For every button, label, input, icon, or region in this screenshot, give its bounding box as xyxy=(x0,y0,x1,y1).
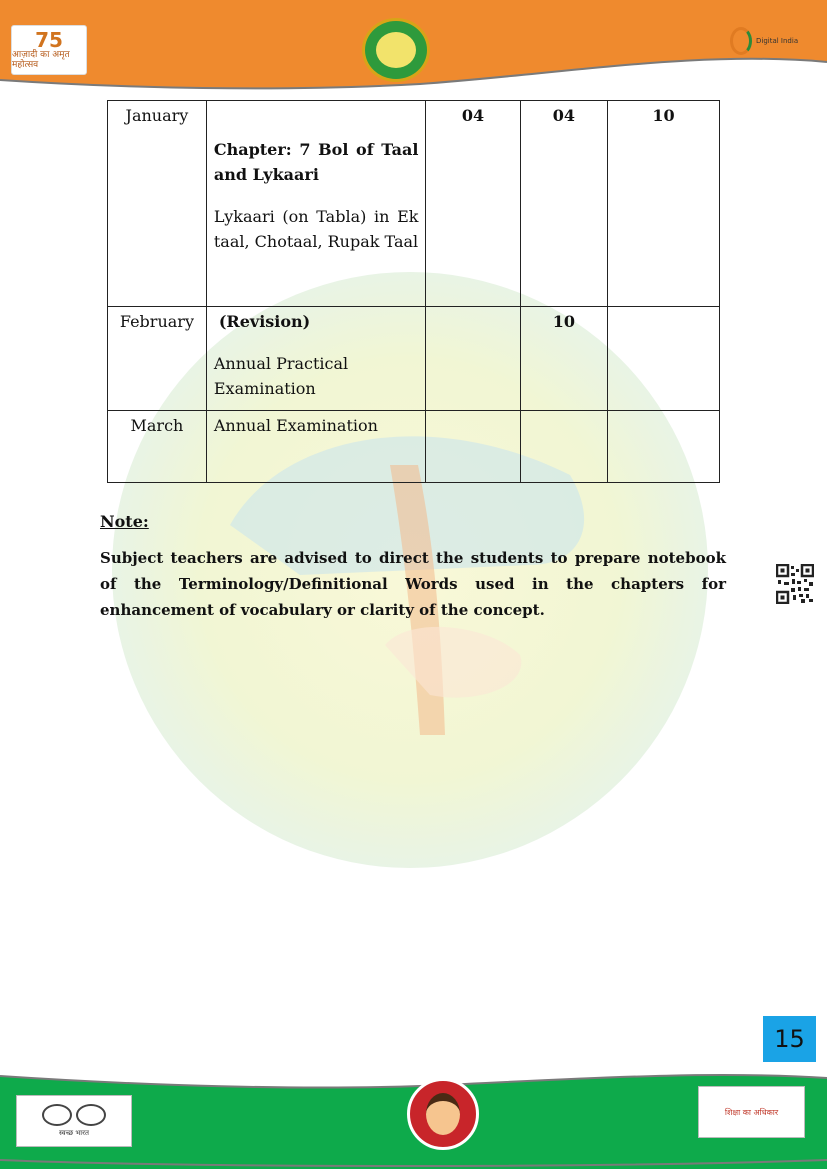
value-cell: 10 xyxy=(607,101,719,307)
value-cell xyxy=(520,411,607,483)
content-cell xyxy=(206,411,426,483)
chapter-detail: Annual Examination xyxy=(213,416,378,435)
page-footer xyxy=(0,1068,827,1169)
azadi-ka-amrit-mahotsav-logo: 75 आज़ादी का अमृत महोत्सव xyxy=(11,25,87,75)
table-row xyxy=(108,307,720,411)
table-row xyxy=(108,411,720,483)
digital-india-logo: Digital India xyxy=(730,26,802,56)
content-cell xyxy=(206,307,426,411)
girl-face-icon xyxy=(426,1093,460,1135)
page-number: 15 xyxy=(763,1016,816,1062)
qr-code-icon[interactable] xyxy=(776,564,814,604)
month-cell: March xyxy=(108,411,207,483)
value-cell xyxy=(426,307,520,411)
digital-india-icon xyxy=(730,27,752,55)
value-cell xyxy=(607,307,719,411)
value-cell: 04 xyxy=(520,101,607,307)
right-to-education-logo: शिक्षा का अधिकार xyxy=(698,1086,805,1138)
value-cell xyxy=(426,411,520,483)
table-row xyxy=(108,101,720,307)
note-text: Subject teachers are advised to direct the students to prepare notebook of the Terminology/Definitional Words used in the chapters for enhancement of vocabulary or clarity of the concept. xyxy=(100,549,726,619)
board-emblem-icon xyxy=(362,18,430,82)
chapter-detail: Lykaari (on Tabla) in Ek taal, Chotaal, Rupak Taal xyxy=(213,206,419,252)
value-cell: 10 xyxy=(520,307,607,411)
value-cell: 04 xyxy=(426,101,520,307)
chapter-detail: Annual Practical Examination xyxy=(213,353,349,399)
chapter-heading: (Revision) xyxy=(218,312,311,331)
note-title: Note: xyxy=(100,512,149,531)
glasses-icon xyxy=(42,1104,106,1126)
month-cell: February xyxy=(108,307,207,411)
page-header xyxy=(0,0,827,92)
chapter-heading: Chapter: 7 Bol of Taal and Lykaari xyxy=(213,139,419,185)
beti-bachao-logo xyxy=(407,1078,479,1150)
content-cell xyxy=(206,101,426,307)
value-cell xyxy=(607,411,719,483)
syllabus-table xyxy=(107,100,720,483)
swachh-bharat-logo: स्वच्छ भारत xyxy=(16,1095,132,1147)
month-cell: January xyxy=(108,101,207,307)
